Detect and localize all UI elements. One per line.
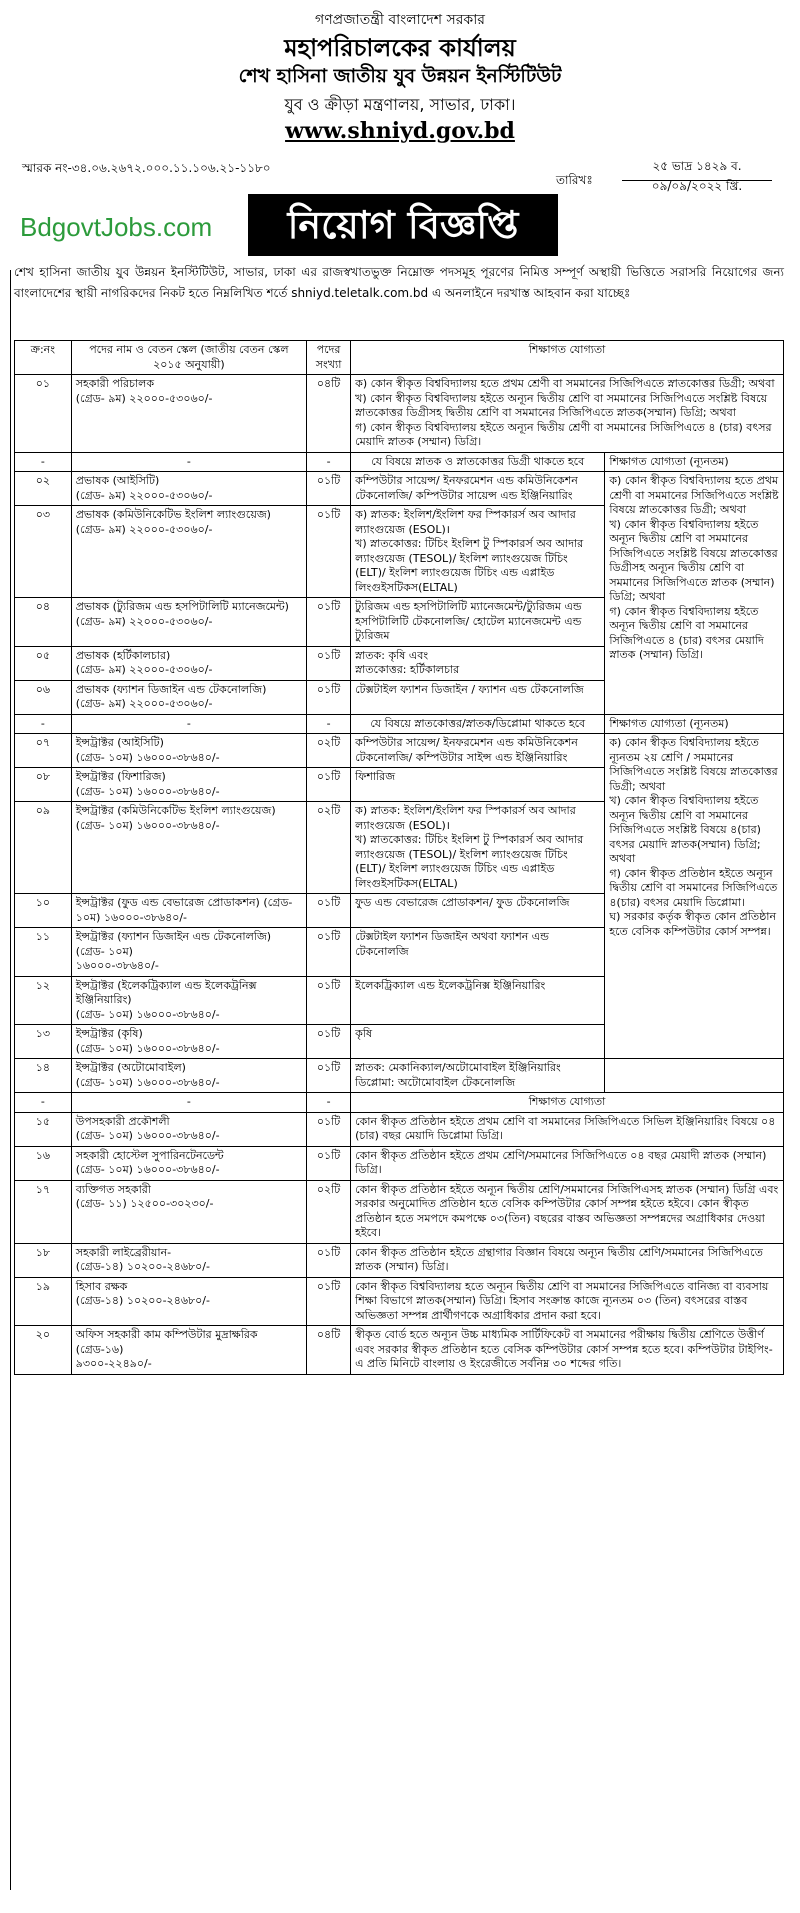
section-education-label: শিক্ষাগত যোগ্যতা: [351, 1093, 784, 1113]
lecturer-min-qualification: ক) কোন স্বীকৃত বিশ্ববিদ্যালয় হতে প্রথম শ্রেণী বা সমমানের সিজিপিএতে সংশ্লিষ্ট বিষয়ে স্নাতকোত্তর ডিগ্রী; অথবা খ) কোন স্বীকৃত বিশ্ববিদ্যালয় হইতে অন্যূন দ্বিতীয় শ্রেণি বা সমমানের সিজিপিএতে সংশ্লিষ্ট বিষয়ে স্নাতকোত্তর ডিগ্রীসহ অন্যূন দ্বিতীয় শ্রেণি বা সমমানের সিজিপিএতে স্নাতক (সম্মান) ডিগ্রি; অথবা গ) কোন স্বীকৃত বিশ্ববিদ্যালয় হইতে অন্যূন দ্বিতীয় শ্রেণি বা সমমানের সিজিপিএতে ৪ (চার) বৎসর মেয়াদি স্নাতক (সম্মান) ডিগ্রি।: [605, 472, 784, 715]
section-subject-label: যে বিষয়ে স্নাতকোত্তর/স্নাতক/ডিপ্লোমা থাকতে হবে: [351, 714, 605, 734]
table-row: [15, 375, 784, 453]
post-name: ইন্সট্রাক্টর (ইলেকট্রিক্যাল এন্ড ইলেকট্রনিক্স ইঞ্জিনিয়ারিং): [75, 978, 257, 1006]
post-grade: (গ্রেড- ১০ম) ১৬০০০-৩৮৬৪০/-: [75, 1007, 220, 1021]
post-grade: (গ্রেড- ৯ম) ২২০০০-৫৩০৬০/-: [75, 663, 213, 676]
post-name: প্রভাষক (কমিউনিকেটিভ ইংলিশ ল্যাংগুয়েজ): [75, 508, 271, 521]
serial-cell: ১২: [15, 976, 72, 1025]
post-name: ইন্সট্রাক্টর (অটোমোবাইল): [75, 1061, 186, 1074]
table-row: [15, 1180, 784, 1243]
serial-cell: ০৩: [15, 506, 72, 598]
post-grade: (গ্রেড- ১০ম) ১৬০০০-৩৮৬৪০/-: [75, 818, 220, 832]
watermark: BdgovtJobs.com: [20, 212, 213, 242]
post-cell: [71, 1146, 306, 1180]
intro-paragraph: শেখ হাসিনা জাতীয় যুব উন্নয়ন ইনস্টিটিউট, সাভার, ঢাকা এর রাজস্বখাতভুক্ত নিম্নোক্ত পদসমূহ পূরণের নিমিত্ত সম্পূর্ণ অস্থায়ী ভিত্তিতে সরাসরি নিয়োগের জন্য বাংলাদেশের স্থায়ী নাগরিকদের নিকট হতে নিম্নলিখিত শর্তে shniyd.teletalk.com.bd এ অনলাইনে দরখাস্ত আহবান করা যাচ্ছেঃ: [14, 265, 784, 300]
post-name: ইন্সট্রাক্টর (ফ্যাশন ডিজাইন এন্ড টেকনোলজি) (গ্রেড- ১০ম): [75, 930, 272, 958]
post-cell: [71, 976, 306, 1025]
post-cell: [71, 375, 306, 453]
post-grade: (গ্রেড- ১০ম) ১৬০০০-৩৮৬৪০/-: [75, 750, 220, 764]
post-cell: [71, 598, 306, 647]
post-name: প্রভাষক (হর্টিকালচার): [75, 648, 171, 662]
section-min-label: শিক্ষাগত যোগ্যতা (ন্যূনতম): [605, 714, 784, 734]
serial-cell: ১৬: [15, 1146, 72, 1180]
post-cell: [71, 1025, 306, 1059]
count-cell: ০১টি: [307, 646, 351, 680]
section-min-label: শিক্ষাগত যোগ্যতা (ন্যূনতম): [605, 452, 784, 472]
education-cell: কোন স্বীকৃত প্রতিষ্ঠান হইতে অন্যূন দ্বিতীয় শ্রেণি/সমমানের সিজিপিএসহ স্নাতক (সম্মান) ডিগ্রি এবং সরকার অনুমোদিত প্রতিষ্ঠান হতে বেসিক কম্পিউটার কোর্স সম্পন্ন হইতে হইবে। কোন স্বীকৃত প্রতিষ্ঠান হতে সমপদে কমপক্ষে ০৩(তিন) বছরের বাস্তব অভিজ্ঞতা সম্পন্নদের অগ্রাধিকার দেওয়া হইবে।: [351, 1180, 784, 1243]
serial-cell: ১৪: [15, 1059, 72, 1093]
institute-name: শেখ হাসিনা জাতীয় যুব উন্নয়ন ইনস্টিটিউট: [238, 65, 562, 87]
serial-cell: ১০: [15, 894, 72, 928]
office-name: মহাপরিচালকের কার্যালয়: [284, 34, 516, 62]
subject-cell: ইলেকট্রিক্যাল এন্ড ইলেকট্রনিক্স ইঞ্জিনিয়ারিং: [351, 976, 605, 1025]
empty-cell: [605, 1059, 784, 1093]
post-name: সহকারী পরিচালক: [75, 377, 155, 390]
date-english: ০৯/০৯/২০২২ খ্রি.: [651, 179, 743, 193]
memo-number: স্মারক নং-৩৪.০৬.২৬৭২.০০০.১১.১০৬.২১-১১৮০: [22, 161, 271, 175]
dash-cell: -: [307, 1093, 351, 1113]
subject-cell: কম্পিউটার সায়েন্স/ ইনফরমেশন এন্ড কমিউনিকেশন টেকনোলজি/ কম্পিউটার সায়েন্স এন্ড ইঞ্জিনিয়ারিং: [351, 472, 605, 506]
header-post-name: পদের নাম ও বেতন স্কেল (জাতীয় বেতন স্কেল ২০১৫ অনুযায়ী): [71, 341, 306, 375]
serial-cell: ১৩: [15, 1025, 72, 1059]
subject-cell: স্নাতক: কৃষি এবং স্নাতকোত্তর: হর্টিকালচার: [351, 646, 605, 680]
serial-cell: ১৮: [15, 1243, 72, 1277]
post-name: ব্যক্তিগত সহকারী: [75, 1182, 151, 1196]
post-cell: [71, 1326, 306, 1375]
subject-cell: ফুড এন্ড বেভারেজ প্রোডাকশন/ ফুড টেকনোলজি: [351, 894, 605, 928]
education-cell: কোন স্বীকৃত বিশ্ববিদ্যালয় হতে অন্যূন দ্বিতীয় শ্রেণি বা সমমানের সিজিপিএতে বানিজ্য বা ব্যবসায় শিক্ষা বিভাগে স্নাতক(সম্মান) ডিগ্রি। হিসাব সংক্রান্ত কাজে ন্যূনতম ০৩ (তিন) বৎসরের বাস্তব অভিজ্ঞতা সম্পন্ন প্রার্থীগণকে অগ্রাধিকার প্রদান করা হবে।: [351, 1277, 784, 1326]
instructor-min-qualification: ক) কোন স্বীকৃত বিশ্ববিদ্যালয় হইতে ন্যূনতম ২য় শ্রেণি / সমমানের সিজিপিএতে সংশ্লিষ্ট বিষয়ে স্নাতকোত্তর ডিগ্রী; অথবা খ) কোন স্বীকৃত বিশ্ববিদ্যালয় হইতে অন্যূন দ্বিতীয় শ্রেণি বা সমমানের সিজিপিএতে সংশ্লিষ্ট বিষয়ে ৪(চার) বৎসর মেয়াদি স্নাতক(সম্মান) ডিগ্রি; অথবা গ) কোন স্বীকৃত প্রতিষ্ঠান হইতে অন্যূন দ্বিতীয় শ্রেণি বা সমমানের সিজিপিএতে ৪(চার) বৎসর মেয়াদি ডিপ্লোমা। ঘ) সরকার কর্তৃক স্বীকৃত কোন প্রতিষ্ঠান হতে বেসিক কম্পিউটার কোর্স সম্পন্ন।: [605, 734, 784, 1059]
serial-cell: ২০: [15, 1326, 72, 1375]
post-name: হিসাব রক্ষক: [75, 1279, 128, 1293]
subject-cell: কৃষি: [351, 1025, 605, 1059]
post-cell: [71, 768, 306, 802]
post-name: ইন্সট্রাক্টর (ফিশারিজ): [75, 770, 166, 783]
post-cell: [71, 1059, 306, 1093]
post-name: সহকারী লাইব্রেরীয়ান-: [75, 1245, 172, 1259]
serial-cell: ০৭: [15, 734, 72, 768]
serial-cell: ১৯: [15, 1277, 72, 1326]
post-cell: [71, 894, 306, 928]
serial-cell: ০৮: [15, 768, 72, 802]
post-cell: [71, 1180, 306, 1243]
count-cell: ০১টি: [307, 1112, 351, 1146]
count-cell: ০১টি: [307, 928, 351, 977]
table-row: [15, 1326, 784, 1375]
post-grade: (গ্রেড- ১১) ১২৫০০-৩০২৩০/-: [75, 1197, 214, 1210]
table-row: [15, 472, 784, 506]
header-serial: ক্র:নং: [15, 341, 72, 375]
date-bangla: ২৫ ভাদ্র ১৪২৯ ব.: [622, 158, 772, 181]
posts-table: [14, 340, 784, 1375]
table-row: [15, 1277, 784, 1326]
dash-cell: -: [71, 1093, 306, 1113]
table-row: [15, 1112, 784, 1146]
serial-cell: ১৭: [15, 1180, 72, 1243]
count-cell: ০২টি: [307, 1180, 351, 1243]
post-name: ইন্সট্রাক্টর (কমিউনিকেটিভ ইংলিশ ল্যাংগুয়েজ): [75, 804, 276, 817]
header-post-count: পদের সংখ্যা: [307, 341, 351, 375]
count-cell: ০৪টি: [307, 375, 351, 453]
post-name: প্রভাষক (ফ্যাশন ডিজাইন এন্ড টেকনোলজি): [75, 682, 267, 696]
post-name: প্রভাষক (আইসিটি): [75, 474, 160, 487]
dash-cell: -: [15, 1093, 72, 1113]
education-cell: স্বীকৃত বোর্ড হতে অন্যূন উচ্চ মাধ্যমিক সার্টিফিকেট বা সমমানের পরীক্ষায় দ্বিতীয় শ্রেণিতে উত্তীর্ণ এবং সরকার স্বীকৃত প্রতিষ্ঠান হতে বেসিক কম্পিউটার কোর্স সম্পন্ন হতে হবে। কম্পিউটার টাইপিং-এ প্রতি মিনিটে বাংলায় ও ইংরেজীতে সর্বনিম্ন ৩০ শব্দের গতি।: [351, 1326, 784, 1375]
subject-cell: কম্পিউটার সায়েন্স/ ইনফরমেশন এন্ড কমিউনিকেশন টেকনোলজি/ কম্পিউটার সাইন্স এন্ড ইঞ্জিনিয়ারিং: [351, 734, 605, 768]
post-grade: (গ্রেড- ১০ম) ১৬০০০-৩৮৬৪০/-: [75, 784, 220, 798]
subject-cell: স্নাতক: মেকানিক্যাল/অটোমোবাইল ইঞ্জিনিয়ারিং ডিপ্লোমা: অটোমোবাইল টেকনোলজি: [351, 1059, 605, 1093]
education-cell: কোন স্বীকৃত প্রতিষ্ঠান হইতে গ্রন্থাগার বিজ্ঞান বিষয়ে অন্যূন দ্বিতীয় শ্রেণি/সমমানের সিজিপিএতে স্নাতক (সম্মান) ডিগ্রি।: [351, 1243, 784, 1277]
ministry-address: যুব ও ক্রীড়া মন্ত্রণালয়, সাভার, ঢাকা।: [284, 95, 516, 114]
dash-cell: -: [307, 452, 351, 472]
table-row: [15, 1146, 784, 1180]
serial-cell: ০১: [15, 375, 72, 453]
post-cell: [71, 928, 306, 977]
dash-cell: -: [307, 714, 351, 734]
subject-cell: টেক্সটাইল ফ্যাশন ডিজাইন অথবা ফ্যাশন এন্ড টেকনোলজি: [351, 928, 605, 977]
dash-cell: -: [15, 714, 72, 734]
table-row: [15, 1059, 784, 1093]
post-cell: [71, 1277, 306, 1326]
dash-cell: -: [15, 452, 72, 472]
post-name: সহকারী হোস্টেল সুপারিনটেনডেন্ট: [75, 1148, 224, 1162]
subject-cell: ফিশারিজ: [351, 768, 605, 802]
count-cell: ০১টি: [307, 1243, 351, 1277]
count-cell: ০১টি: [307, 1146, 351, 1180]
count-cell: ০১টি: [307, 472, 351, 506]
count-cell: ০১টি: [307, 1059, 351, 1093]
count-cell: ০১টি: [307, 598, 351, 647]
post-grade: (গ্রেড- ৯ম) ২২০০০-৫৩০৬০/-: [75, 488, 213, 502]
left-border: [10, 270, 11, 1890]
count-cell: ০৪টি: [307, 1326, 351, 1375]
post-cell: [71, 646, 306, 680]
subject-cell: ক) স্নাতক: ইংলিশ/ইংলিশ ফর স্পিকারর্স অব আদার ল্যাংগুয়েজ (ESOL)। খ) স্নাতকোত্তর: টিচিং ইংলিশ টু স্পিকারর্স অব আদার ল্যাংগুয়েজ (TESOL)/ ইংলিশ ল্যাংগুয়েজ টিচিং (ELT)/ ইংলিশ ল্যাংগুয়েজ টিচিং এন্ড এপ্লাইড লিংগুইসটিকস(ELTAL): [351, 802, 605, 894]
post-grade: ১৬০০০-৩৮৬৪০/-: [75, 959, 159, 972]
post-grade: ৯৩০০-২২৪৯০/-: [75, 1357, 152, 1370]
table-header-row: [15, 341, 784, 375]
post-grade: (গ্রেড-১৪) ১০২০০-২৪৬৮০/-: [75, 1294, 210, 1307]
post-grade: (গ্রেড- ১০ম) ১৬০০০-৩৮৬৪০/-: [75, 1041, 220, 1055]
count-cell: ০১টি: [307, 976, 351, 1025]
count-cell: ০২টি: [307, 734, 351, 768]
post-grade: (গ্রেড-১৪) ১০২০০-২৪৬৮০/-: [75, 1260, 210, 1273]
post-name: উপসহকারী প্রকৌশলী: [75, 1114, 170, 1128]
govt-name: গণপ্রজাতন্ত্রী বাংলাদেশ সরকার: [315, 12, 485, 28]
section-subject-label: যে বিষয়ে স্নাতক ও স্নাতকোত্তর ডিগ্রী থাকতে হবে: [351, 452, 605, 472]
count-cell: ০১টি: [307, 506, 351, 598]
post-grade: (গ্রেড- ১০ম) ১৬০০০-৩৮৬৪০/-: [75, 1163, 220, 1176]
post-cell: [71, 506, 306, 598]
post-grade: (গ্রেড- ১০ম) ১৬০০০-৩৮৬৪০/-: [75, 1129, 220, 1142]
section-header-row: [15, 714, 784, 734]
post-cell: [71, 802, 306, 894]
subject-cell: ক) স্নাতক: ইংলিশ/ইংলিশ ফর স্পিকারর্স অব আদার ল্যাংগুয়েজ (ESOL)। খ) স্নাতকোত্তর: টিচিং ইংলিশ টু স্পিকারর্স অব আদার ল্যাংগুয়েজ (TESOL)/ ইংলিশ ল্যাংগুয়েজ টিচিং (ELT)/ ইংলিশ ল্যাংগুয়েজ টিচিং এন্ড এপ্লাইড লিংগুইসটিকস(ELTAL): [351, 506, 605, 598]
count-cell: ০১টি: [307, 768, 351, 802]
post-name: প্রভাষক (ট্যুরিজম এন্ড হসপিটালিটি ম্যানেজমেন্ট): [75, 600, 289, 613]
count-cell: ০১টি: [307, 680, 351, 714]
post-name: ইন্সট্রাক্টর (কৃষি): [75, 1027, 143, 1040]
post-name: ইন্সট্রাক্টর (আইসিটি): [75, 736, 164, 749]
post-name: অফিস সহকারী কাম কম্পিউটার মুদ্রাক্ষরিক (গ্রেড-১৬): [75, 1328, 258, 1356]
notice-title: নিয়োগ বিজ্ঞপ্তি: [248, 194, 558, 256]
serial-cell: ১৫: [15, 1112, 72, 1146]
post-name: ইন্সট্রাক্টর (ফুড এন্ড বেভারেজ প্রোডাকশন) (গ্রেড- ১০ম) ১৬০০০-৩৮৬৪০/-: [75, 896, 293, 924]
education-cell: ক) কোন স্বীকৃত বিশ্ববিদ্যালয় হতে প্রথম শ্রেণী বা সমমানের সিজিপিএতে স্নাতকোত্তর ডিগ্রী; অথবা খ) কোন স্বীকৃত বিশ্ববিদ্যালয় হইতে অন্যূন দ্বিতীয় শ্রেণি বা সমমানের সিজিপিএতে সংশ্লিষ্ট বিষয়ে স্নাতকোত্তর ডিগ্রীসহ দ্বিতীয় শ্রেণি বা সমমানের সিজিপিএতে স্নাতক(সম্মান) ডিগ্রি; অথবা গ) কোন স্বীকৃত বিশ্ববিদ্যালয় হইতে অন্যূন দ্বিতীয় শ্রেণী বা সমমানের সিজিপিএতে ৪ (চার) বৎসর মেয়াদি স্নাতক (সম্মান) ডিগ্রি।: [351, 375, 784, 453]
section-header-row: [15, 452, 784, 472]
post-grade: (গ্রেড- ৯ম) ২২০০০-৫৩০৬০/-: [75, 697, 213, 710]
subject-cell: ট্যুরিজম এন্ড হসপিটালিটি ম্যানেজমেন্ট/ট্যুরিজম এন্ড হসপিটালিটি টেকনোলজি/ হোটেল ম্যানেজমেন্ট এন্ড ট্যুরিজম: [351, 598, 605, 647]
post-grade: (গ্রেড- ৯ম) ২২০০০-৫৩০৬০/-: [75, 391, 213, 405]
serial-cell: ০৬: [15, 680, 72, 714]
post-cell: [71, 680, 306, 714]
post-cell: [71, 1243, 306, 1277]
serial-cell: ১১: [15, 928, 72, 977]
serial-cell: ০৫: [15, 646, 72, 680]
serial-cell: ০৪: [15, 598, 72, 647]
serial-cell: ০৯: [15, 802, 72, 894]
post-grade: (গ্রেড- ৯ম) ২২০০০-৫৩০৬০/-: [75, 614, 213, 628]
date-label: তারিখঃ: [556, 173, 593, 187]
count-cell: ০১টি: [307, 1277, 351, 1326]
table-row: [15, 734, 784, 768]
subject-cell: টেক্সটাইল ফ্যাশন ডিজাইন / ফ্যাশন এন্ড টেকনোলজি: [351, 680, 605, 714]
website-link[interactable]: www.shniyd.gov.bd: [285, 118, 515, 144]
education-cell: কোন স্বীকৃত প্রতিষ্ঠান হইতে প্রথম শ্রেণি বা সমমানের সিজিপিএতে সিভিল ইঞ্জিনিয়ারিং বিষয়ে ০৪ (চার) বছর মেয়াদি ডিপ্লোমা ডিগ্রি।: [351, 1112, 784, 1146]
post-cell: [71, 472, 306, 506]
education-cell: কোন স্বীকৃত প্রতিষ্ঠান হইতে প্রথম শ্রেণি/সমমানের সিজিপিএতে ০৪ বছর মেয়াদী স্নাতক (সম্মান) ডিগ্রি।: [351, 1146, 784, 1180]
count-cell: ০২টি: [307, 802, 351, 894]
post-grade: (গ্রেড- ১০ম) ১৬০০০-৩৮৬৪০/-: [75, 1075, 220, 1089]
post-cell: [71, 1112, 306, 1146]
count-cell: ০১টি: [307, 1025, 351, 1059]
serial-cell: ০২: [15, 472, 72, 506]
dash-cell: -: [71, 452, 306, 472]
post-grade: (গ্রেড- ৯ম) ২২০০০-৫৩০৬০/-: [75, 522, 213, 536]
table-row: [15, 1243, 784, 1277]
count-cell: ০১টি: [307, 894, 351, 928]
dash-cell: -: [71, 714, 306, 734]
section-header-row: [15, 1093, 784, 1113]
post-cell: [71, 734, 306, 768]
header-education: শিক্ষাগত যোগ্যতা: [351, 341, 784, 375]
